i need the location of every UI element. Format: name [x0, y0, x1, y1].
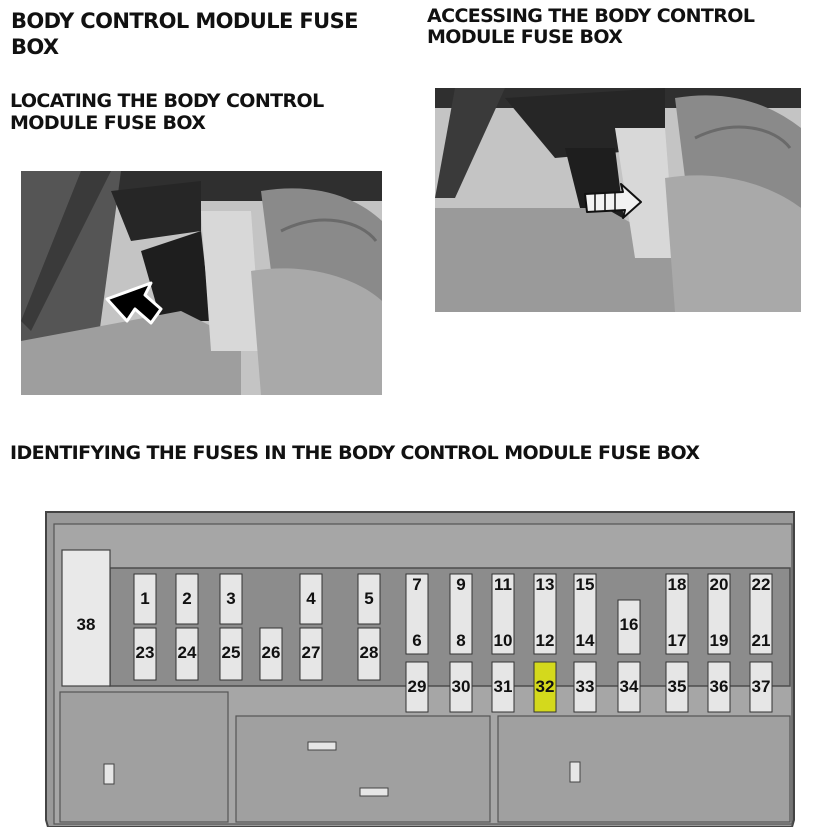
- fuse-label-38: 38: [76, 615, 96, 634]
- fuse-label-29: 29: [407, 677, 427, 696]
- fuse-label-32: 32: [535, 677, 555, 696]
- fuse-label-7: 7: [412, 575, 422, 594]
- fuse-label-10: 10: [493, 631, 513, 650]
- fuse-label-27: 27: [301, 643, 321, 662]
- fuse-label-37: 37: [751, 677, 771, 696]
- fuse-label-2: 2: [182, 589, 192, 608]
- fuse-label-26: 26: [261, 643, 281, 662]
- fuse-label-16: 16: [619, 615, 639, 634]
- locating-heading: LOCATING THE BODY CONTROL MODULE FUSE BOX: [10, 90, 324, 134]
- fuse-label-33: 33: [575, 677, 595, 696]
- fuse-label-17: 17: [667, 631, 687, 650]
- fuse-label-8: 8: [456, 631, 466, 650]
- fuse-label-14: 14: [575, 631, 595, 650]
- fuse-label-18: 18: [667, 575, 687, 594]
- fuse-label-6: 6: [412, 631, 422, 650]
- identifying-heading: IDENTIFYING THE FUSES IN THE BODY CONTROL MODULE FUSE BOX: [10, 442, 700, 464]
- fuse-label-31: 31: [493, 677, 513, 696]
- fuse-label-4: 4: [306, 589, 316, 608]
- fuse-label-25: 25: [221, 643, 241, 662]
- fuse-label-13: 13: [535, 575, 555, 594]
- fuse-label-22: 22: [751, 575, 771, 594]
- fuse-label-20: 20: [709, 575, 729, 594]
- fuse-label-24: 24: [177, 643, 197, 662]
- fuse-label-19: 19: [709, 631, 729, 650]
- accessing-photo: [435, 88, 801, 312]
- fuse-label-36: 36: [709, 677, 729, 696]
- fuse-label-23: 23: [135, 643, 155, 662]
- fuse-label-34: 34: [619, 677, 639, 696]
- fuse-label-9: 9: [456, 575, 466, 594]
- fuse-label-1: 1: [140, 589, 150, 608]
- fuse-label-21: 21: [751, 631, 771, 650]
- fuse-label-30: 30: [451, 677, 471, 696]
- accessing-heading: ACCESSING THE BODY CONTROL MODULE FUSE BOX: [427, 5, 755, 48]
- fuse-label-11: 11: [494, 575, 512, 594]
- fuse-label-15: 15: [575, 575, 595, 594]
- page-title: BODY CONTROL MODULE FUSE BOX: [11, 9, 358, 59]
- fuse-label-5: 5: [364, 589, 374, 608]
- fuse-label-3: 3: [226, 589, 236, 608]
- fuse-box-diagram: [40, 502, 800, 827]
- locating-photo: [21, 171, 382, 395]
- fuse-label-28: 28: [359, 643, 379, 662]
- fuse-label-12: 12: [535, 631, 555, 650]
- fuse-label-35: 35: [667, 677, 687, 696]
